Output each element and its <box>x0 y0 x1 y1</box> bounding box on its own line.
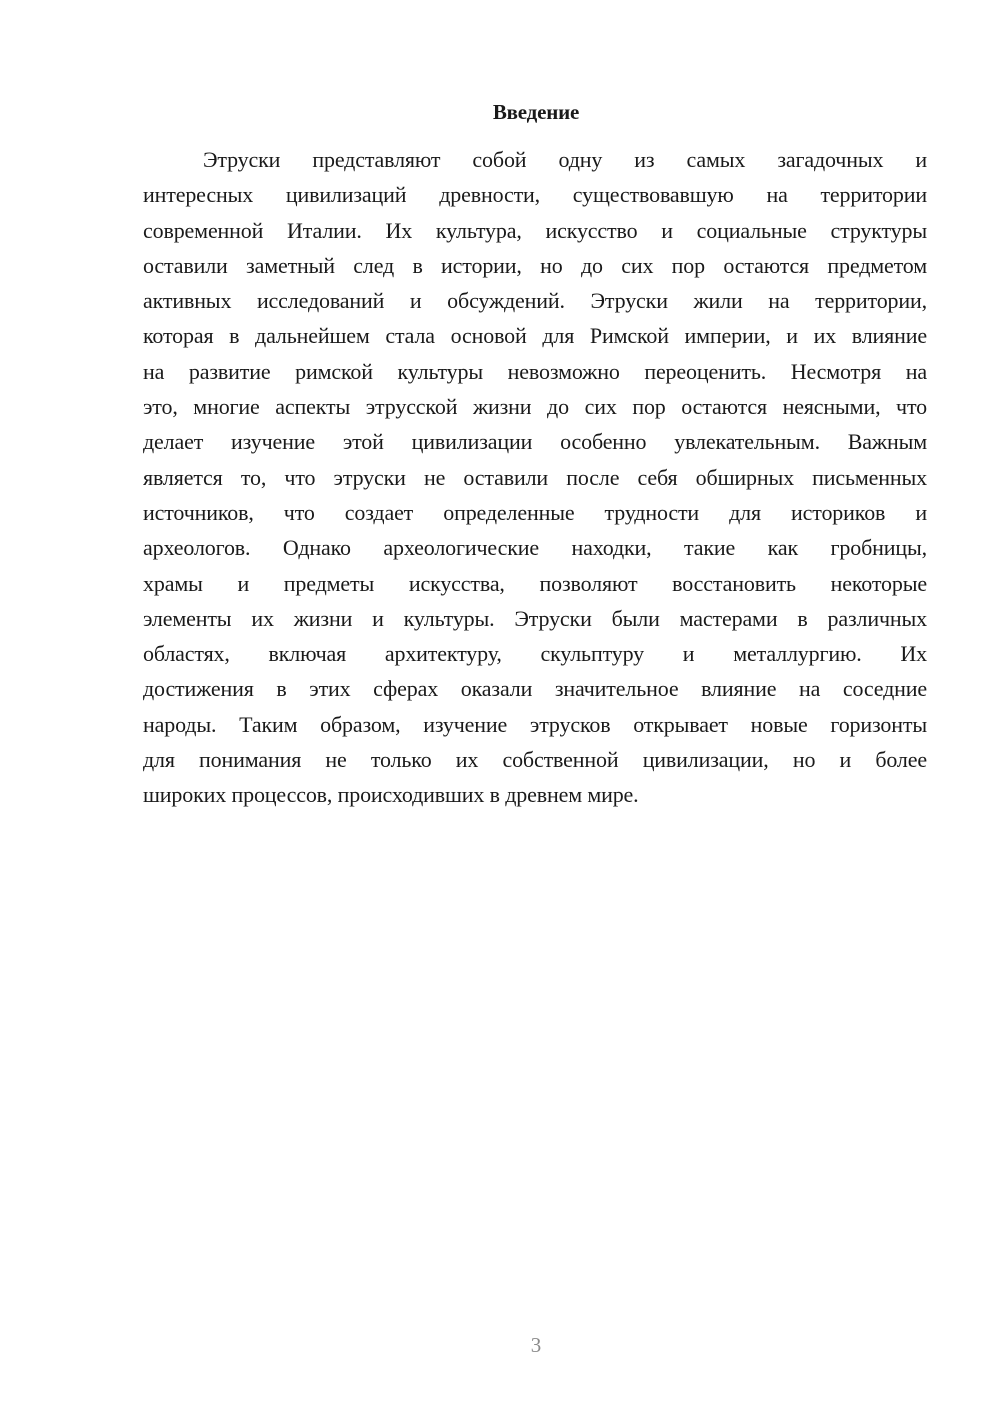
paragraph-line: храмы и предметы искусства, позволяют восстановить некоторые <box>143 570 927 596</box>
paragraph-line: археологов. Однако археологические находки, такие как гробницы, <box>143 535 927 561</box>
paragraph-line: является то, что этруски не оставили после себя обширных письменных <box>143 464 927 490</box>
page-number: 3 <box>530 1333 542 1357</box>
paragraph-line: элементы их жизни и культуры. Этруски были мастерами в различных <box>143 605 927 631</box>
paragraph-line: народы. Таким образом, изучение этрусков открывает новые горизонты <box>143 711 927 737</box>
paragraph-line: широких процессов, происходивших в древнем мире. <box>143 782 639 808</box>
paragraph-line: которая в дальнейшем стала основой для Римской империи, и их влияние <box>143 323 927 349</box>
paragraph-line: на развитие римской культуры невозможно переоценить. Несмотря на <box>143 358 927 384</box>
paragraph-line: оставили заметный след в истории, но до сих пор остаются предметом <box>143 252 927 278</box>
section-heading: Введение <box>492 100 580 124</box>
paragraph-line: достижения в этих сферах оказали значительное влияние на соседние <box>143 676 927 702</box>
paragraph-line: активных исследований и обсуждений. Этруски жили на территории, <box>143 288 927 314</box>
paragraph-line: интересных цивилизаций древности, существовавшую на территории <box>143 182 927 208</box>
paragraph-line: Этруски представляют собой одну из самых загадочных и <box>203 147 927 172</box>
paragraph-line: источников, что создает определенные трудности для историков и <box>143 499 927 525</box>
paragraph-line: областях, включая архитектуру, скульптуру и металлургию. Их <box>143 641 927 667</box>
paragraph-line: это, многие аспекты этрусской жизни до сих пор остаются неясными, что <box>143 394 927 420</box>
body-paragraph <box>143 142 927 813</box>
paragraph-line: делает изучение этой цивилизации особенно увлекательным. Важным <box>143 429 927 455</box>
paragraph-line: современной Италии. Их культура, искусство и социальные структуры <box>143 217 927 243</box>
paragraph-line: для понимания не только их собственной цивилизации, но и более <box>143 747 927 773</box>
